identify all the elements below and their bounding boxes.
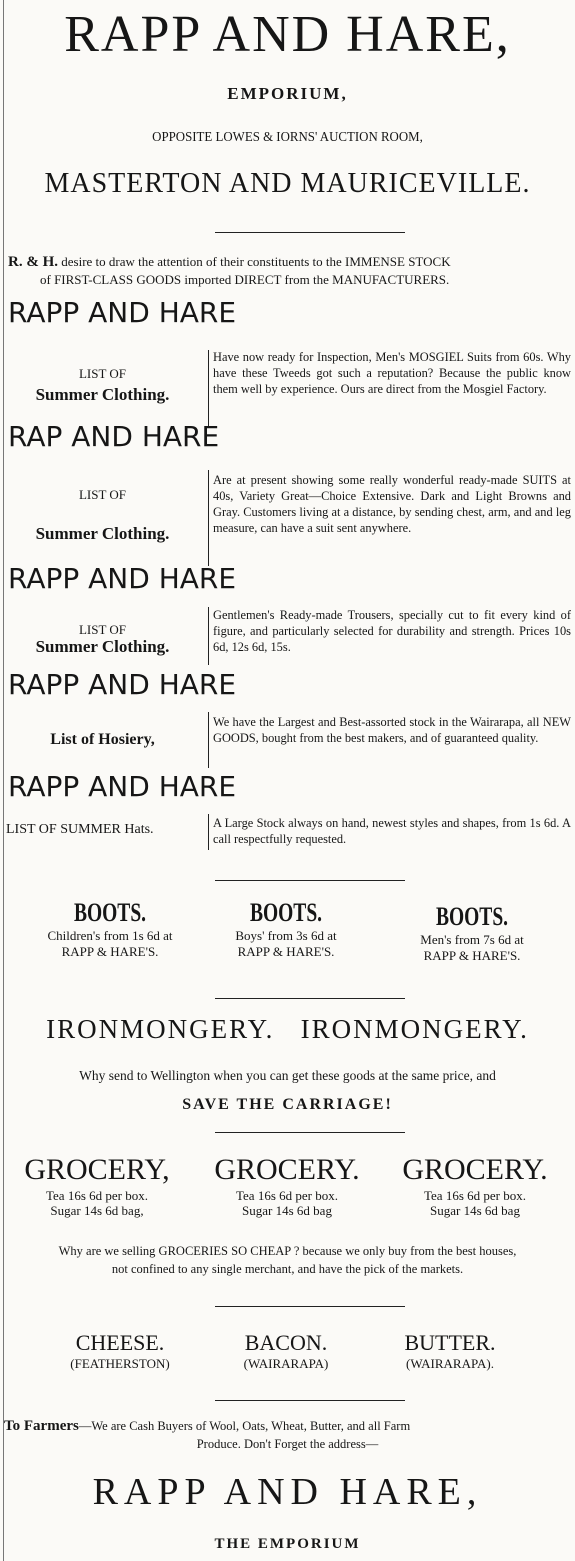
intro-text-1: desire to draw the attention of their constituents to the IMMENSE STOCK <box>61 254 451 269</box>
section-banner-3 <box>8 562 236 595</box>
grocery-line-2: Sugar 14s 6d bag <box>430 1203 520 1218</box>
banner-text-5: RAPP AND HARE <box>8 770 237 803</box>
farmers-text-1: —We are Cash Buyers of Wool, Oats, Wheat, Butter, and all Farm <box>78 1419 411 1433</box>
banner-text-1: RAPP AND HARE <box>8 296 237 329</box>
section-banner-5 <box>8 770 236 803</box>
section-5-left-line-2: LIST OF SUMMER Hats. <box>6 822 154 837</box>
boots-title: BOOTS. <box>73 898 147 927</box>
grocery-note-1: Why are we selling GROCERIES SO CHEAP ? because we only buy from the best houses, <box>58 1244 517 1258</box>
section-4-body: We have the Largest and Best-assorted stock in the Wairarapa, all NEW GOODS, bought from the best makers, and of guaranteed quality. <box>213 715 571 745</box>
section-1-left-line-1: LIST OF <box>78 366 127 381</box>
section-3-left-line-2: Summer Clothing. <box>35 637 170 656</box>
boots-line-2: RAPP & HARE'S. <box>237 944 335 959</box>
grocery-line-1: Tea 16s 6d per box. <box>424 1188 526 1203</box>
dairy-origin: (WAIRARAPA) <box>243 1356 329 1371</box>
header-location: OPPOSITE LOWES & IORNS' AUCTION ROOM, <box>152 130 423 145</box>
left-border-rule <box>3 0 4 1561</box>
boots-title: BOOTS. <box>435 902 509 931</box>
divider-rule <box>215 1400 405 1401</box>
section-banner-2 <box>8 420 219 453</box>
farmers-lead: To Farmers <box>4 1418 79 1434</box>
section-3-left-line-1: LIST OF <box>78 622 127 637</box>
dairy-title: CHEESE. <box>75 1330 165 1355</box>
intro-line-1 <box>8 254 451 271</box>
section-1-divider <box>208 350 209 428</box>
section-2-left-line-2: Summer Clothing. <box>35 524 170 543</box>
divider-rule <box>215 998 405 999</box>
boots-line-1: Children's from 1s 6d at <box>47 928 173 943</box>
intro-line-2: of FIRST-CLASS GOODS imported DIRECT from the MANUFACTURERS. <box>40 272 450 287</box>
dairy-origin: (WAIRARAPA). <box>406 1356 494 1371</box>
header-title: RAPP AND HARE, <box>64 6 511 63</box>
dairy-title: BACON. <box>244 1330 328 1355</box>
farmers-line-1 <box>4 1418 410 1435</box>
section-2-left-line-1: LIST OF <box>78 487 127 502</box>
section-3-divider <box>208 607 209 665</box>
header-subtitle: EMPORIUM, <box>227 84 348 103</box>
grocery-title: GROCERY, <box>24 1153 170 1186</box>
dairy-column-bacon <box>196 1330 376 1372</box>
banner-text-3: RAPP AND HARE <box>8 562 237 595</box>
dairy-column-butter <box>360 1330 540 1372</box>
intro-initials: R. & H. <box>8 254 58 270</box>
divider-rule <box>215 232 405 233</box>
grocery-line-2: Sugar 14s 6d bag <box>242 1203 332 1218</box>
section-4-divider <box>208 712 209 768</box>
ironmongery-line: Why send to Wellington when you can get these goods at the same price, and <box>79 1068 496 1083</box>
boots-column-3 <box>382 902 562 964</box>
divider-rule <box>215 1132 405 1133</box>
banner-text-4: RAPP AND HARE <box>8 668 237 701</box>
ironmongery-title: IRONMONGERY. IRONMONGERY. <box>46 1014 529 1044</box>
banner-text-2: RAP AND HARE <box>8 420 220 453</box>
boots-line-2: RAPP & HARE'S. <box>61 944 159 959</box>
footer-subtitle: THE EMPORIUM <box>214 1536 361 1552</box>
save-carriage: SAVE THE CARRIAGE! <box>182 1096 393 1113</box>
boots-line-1: Men's from 7s 6d at <box>420 932 524 947</box>
section-2-body: Are at present showing some really wonderful ready-made SUITS at 40s, Variety Great—Choice Extensive. Dark and Light Browns and Gray. Customers living at a distance, by sending chest, arm, and and leg measure, can have a suit sent anywhere. <box>213 473 571 535</box>
section-4-left-line-2: List of Hosiery, <box>50 731 155 748</box>
boots-column-1 <box>20 898 200 960</box>
boots-column-2 <box>196 898 376 960</box>
boots-title: BOOTS. <box>249 898 323 927</box>
boots-line-2: RAPP & HARE'S. <box>423 948 521 963</box>
section-1-body: Have now ready for Inspection, Men's MOSGIEL Suits from 60s. Why have these Tweeds got such a reputation? Because the public know them well by experience. Ours are direct from the Mosgiel Factory. <box>213 350 571 396</box>
farmers-line-2: Produce. Don't Forget the address— <box>196 1437 379 1451</box>
footer-title: RAPP AND HARE, <box>92 1471 483 1513</box>
grocery-line-1: Tea 16s 6d per box. <box>236 1188 338 1203</box>
grocery-column-1 <box>2 1152 192 1218</box>
section-5-body: A Large Stock always on hand, newest styles and shapes, from 1s 6d. A call respectfully requested. <box>213 816 571 846</box>
grocery-column-3 <box>380 1152 570 1218</box>
header-towns: MASTERTON AND MAURICEVILLE. <box>44 168 531 199</box>
grocery-line-1: Tea 16s 6d per box. <box>46 1188 148 1203</box>
divider-rule <box>215 880 405 881</box>
section-1-left-line-2: Summer Clothing. <box>35 385 170 404</box>
grocery-note-2: not confined to any single merchant, and have the pick of the markets. <box>111 1262 464 1276</box>
dairy-origin: (FEATHERSTON) <box>70 1356 170 1371</box>
section-2-divider <box>208 470 209 566</box>
section-3-body: Gentlemen's Ready-made Trousers, specially cut to fit every kind of figure, and particularly selected for durability and strength. Prices 10s 6d, 12s 6d, 15s. <box>213 608 571 654</box>
section-banner-4 <box>8 668 236 701</box>
divider-rule <box>215 1306 405 1307</box>
grocery-title: GROCERY. <box>402 1153 548 1186</box>
grocery-line-2: Sugar 14s 6d bag, <box>50 1203 144 1218</box>
section-banner-1 <box>8 296 236 329</box>
section-5-divider <box>208 814 209 850</box>
dairy-column-cheese <box>30 1330 210 1372</box>
grocery-column-2 <box>192 1152 382 1218</box>
dairy-title: BUTTER. <box>404 1330 496 1355</box>
grocery-title: GROCERY. <box>214 1153 360 1186</box>
boots-line-1: Boys' from 3s 6d at <box>235 928 337 943</box>
